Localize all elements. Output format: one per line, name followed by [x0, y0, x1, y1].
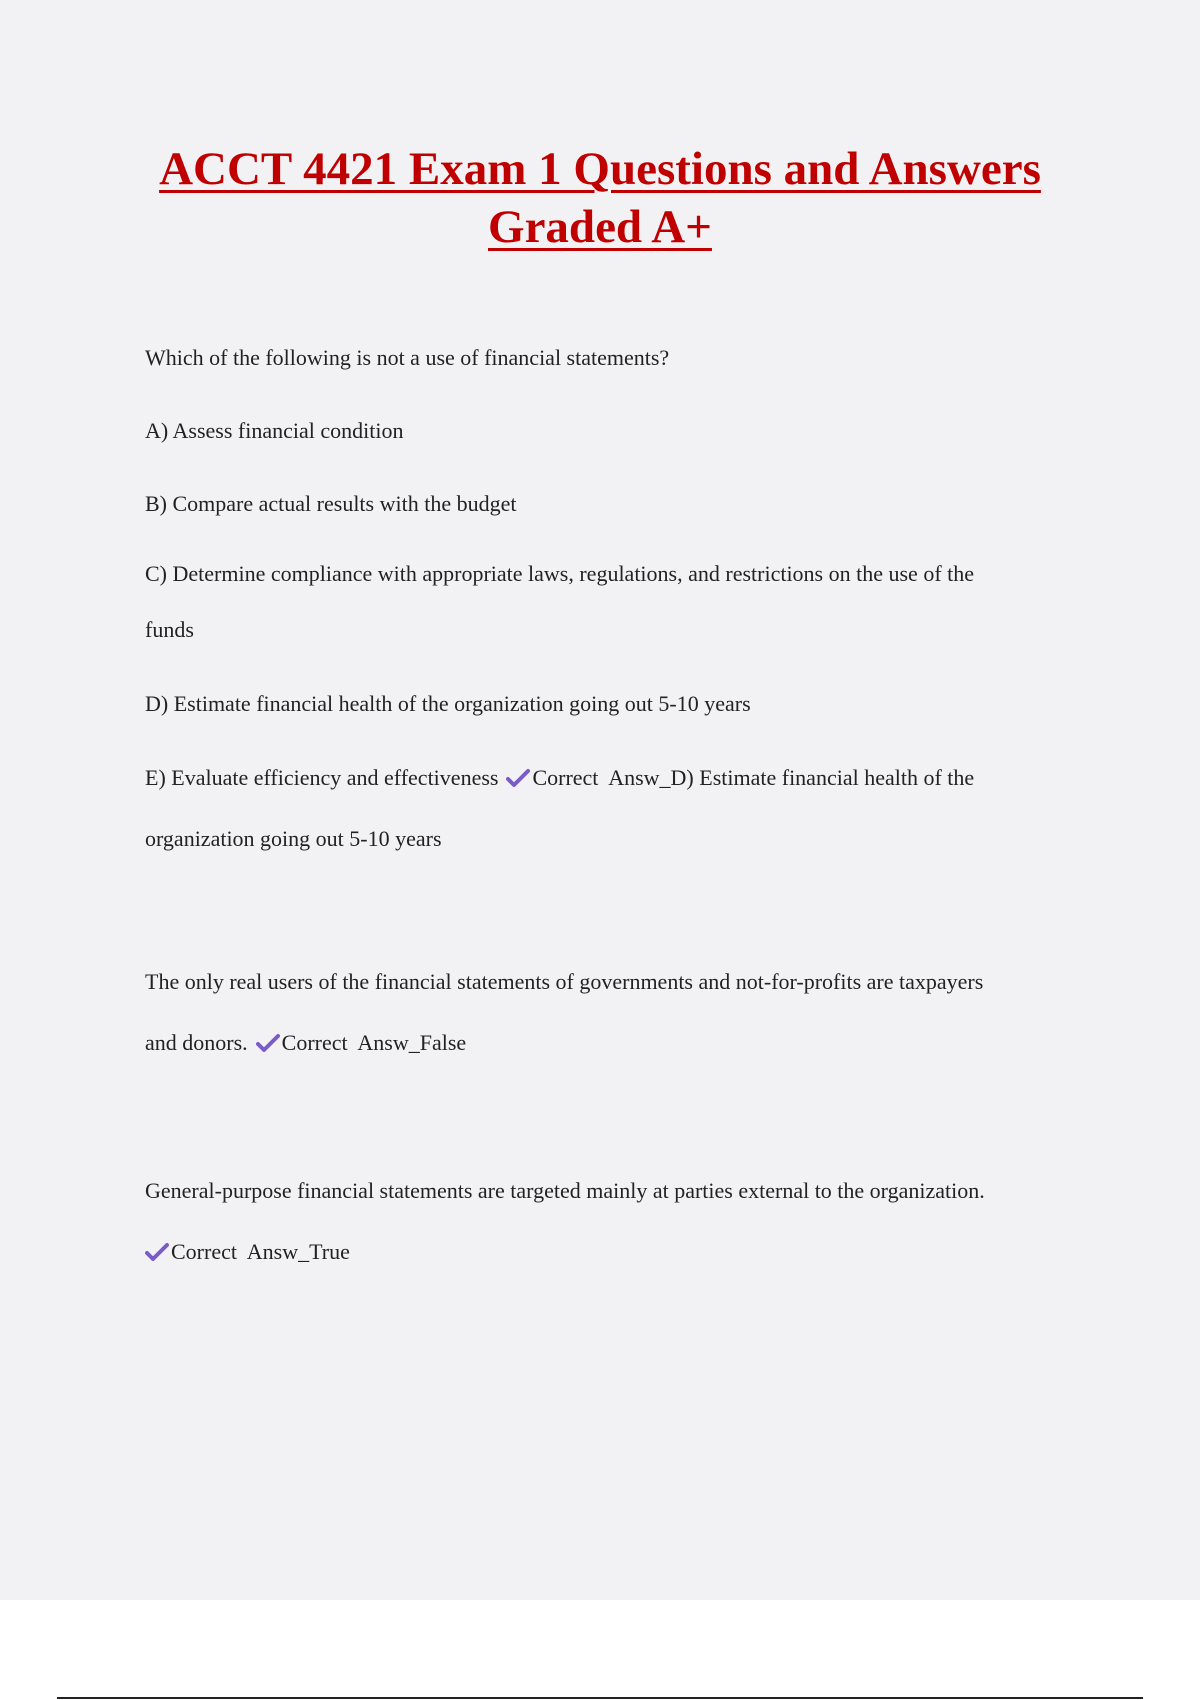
question-2-line-2: [145, 1029, 1075, 1057]
answer-1: Correct Answ_D) Estimate financial health of the: [532, 765, 975, 790]
question-1: [145, 344, 1075, 372]
answer-2: Correct Answ_False: [281, 1030, 467, 1055]
answer-3: Correct Answ_True: [171, 1239, 350, 1264]
option-c: C) Determine compliance with appropriate laws, regulations, and restrictions on the use of the: [145, 561, 975, 586]
question-3: [145, 1177, 1075, 1205]
option-e-with-answer: [145, 764, 1075, 792]
page-footer: [0, 1600, 1200, 1700]
document-title: [0, 140, 1200, 256]
check-icon: [256, 1033, 280, 1053]
question-3-stem: General-purpose financial statements are targeted mainly at parties external to the organization.: [145, 1178, 985, 1203]
option-a: A) Assess financial condition: [145, 418, 404, 443]
answer-1-continuation: organization going out 5-10 years: [145, 826, 442, 851]
question-2-stem: The only real users of the financial statements of governments and not-for-profits are taxpayers: [145, 969, 984, 994]
question-2-stem-end: and donors.: [145, 1030, 248, 1055]
option-e: E) Evaluate efficiency and effectiveness: [145, 765, 499, 790]
title-line-2: Graded A+: [488, 201, 712, 253]
option-c-continuation: funds: [145, 617, 194, 642]
title-line-1: ACCT 4421 Exam 1 Questions and Answers: [159, 143, 1041, 195]
question-1-stem: Which of the following is not a use of financial statements?: [145, 345, 670, 370]
check-icon: [506, 768, 530, 788]
question-3-answer-line: [145, 1238, 1075, 1266]
option-b: B) Compare actual results with the budget: [145, 491, 517, 516]
option-d: D) Estimate financial health of the organization going out 5-10 years: [145, 691, 751, 716]
footer-divider: [57, 1697, 1143, 1699]
question-2: [145, 968, 1075, 996]
check-icon: [145, 1242, 169, 1262]
